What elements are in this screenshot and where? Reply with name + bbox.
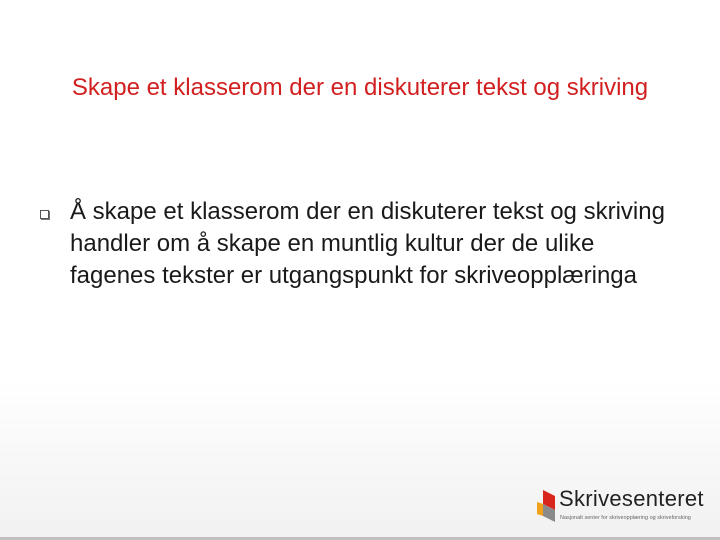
- skrivesenteret-logo: [533, 488, 713, 528]
- square-bullet-icon: [40, 210, 49, 219]
- logo-mark-icon: [533, 488, 557, 526]
- bullet-text: Å skape et klasserom der en diskuterer tekst og skriving handler om å skape en muntlig kultur der de ulike fagenes tekster er utgangspunkt for skriveopplæringa: [70, 198, 665, 289]
- slide-title: Skape et klasserom der en diskuterer tekst og skriving: [71, 74, 649, 101]
- logo-wordmark: Skrivesenteret: [559, 486, 704, 511]
- logo-tagline: Nasjonalt senter for skriveopplæring og skriveforsking: [560, 515, 691, 521]
